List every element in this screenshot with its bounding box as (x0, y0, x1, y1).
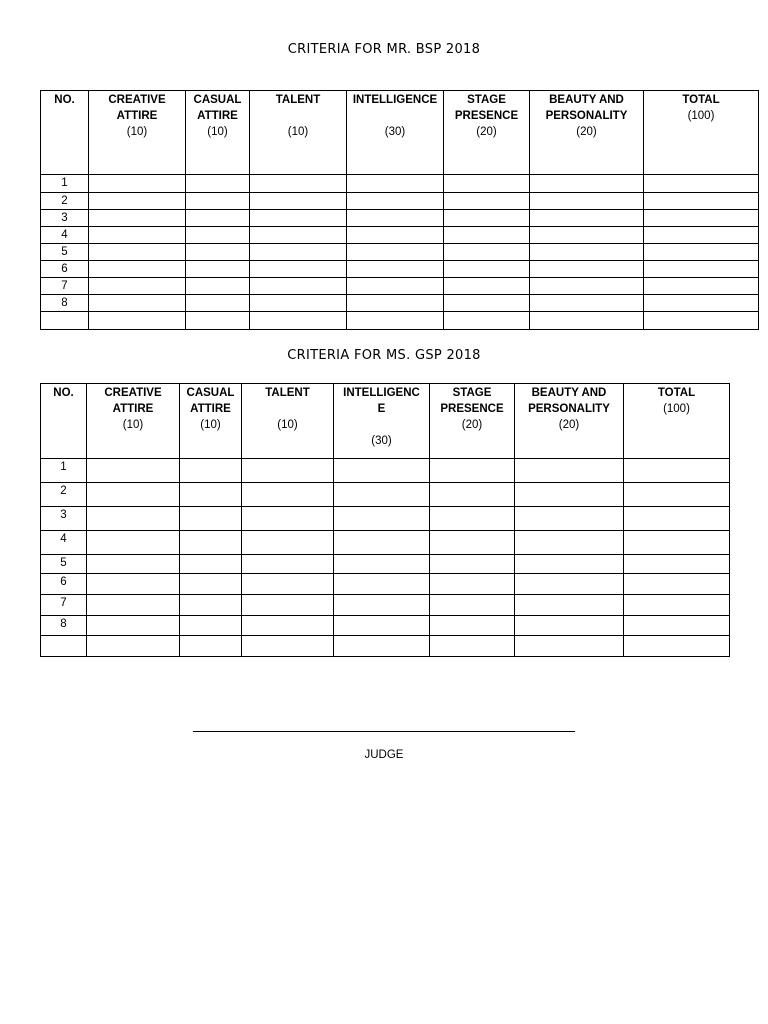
score-cell[interactable] (89, 295, 186, 312)
score-cell[interactable] (515, 483, 624, 507)
row-number: 2 (41, 193, 89, 210)
table-row (41, 278, 759, 295)
score-cell[interactable] (530, 295, 644, 312)
score-cell[interactable] (430, 595, 515, 616)
score-cell[interactable] (644, 312, 759, 330)
table-row (41, 595, 730, 616)
score-cell[interactable] (430, 531, 515, 555)
score-cell[interactable] (87, 555, 180, 574)
header-stage-presence: STAGE PRESENCE (20) (444, 91, 530, 175)
score-cell[interactable] (444, 193, 530, 210)
score-cell[interactable] (250, 312, 347, 330)
score-cell[interactable] (515, 507, 624, 531)
score-cell[interactable] (87, 459, 180, 483)
score-cell[interactable] (347, 261, 444, 278)
score-cell[interactable] (180, 507, 242, 531)
row-number: 5 (41, 555, 87, 574)
score-cell[interactable] (242, 555, 334, 574)
score-cell[interactable] (444, 244, 530, 261)
score-cell[interactable] (430, 507, 515, 531)
score-cell[interactable] (444, 312, 530, 330)
score-cell[interactable] (186, 312, 250, 330)
header-talent: TALENT (10) (250, 91, 347, 175)
score-cell[interactable] (347, 312, 444, 330)
score-cell[interactable] (530, 261, 644, 278)
score-cell[interactable] (644, 244, 759, 261)
score-cell[interactable] (87, 636, 180, 657)
score-cell[interactable] (89, 278, 186, 295)
score-cell[interactable] (530, 227, 644, 244)
score-cell[interactable] (515, 531, 624, 555)
score-cell[interactable] (624, 531, 730, 555)
score-cell[interactable] (242, 636, 334, 657)
judge-label: JUDGE (364, 749, 404, 761)
score-cell[interactable] (334, 507, 430, 531)
score-cell[interactable] (87, 595, 180, 616)
header-total: TOTAL (100) (624, 384, 730, 459)
score-cell[interactable] (186, 261, 250, 278)
header-stage-presence: STAGE PRESENCE (20) (430, 384, 515, 459)
score-cell[interactable] (186, 278, 250, 295)
header-intelligence: INTELLIGENCE (30) (347, 91, 444, 175)
row-number: 5 (41, 244, 89, 261)
score-cell[interactable] (89, 210, 186, 227)
row-number: 4 (41, 531, 87, 555)
score-cell[interactable] (180, 616, 242, 636)
header-no: NO. (41, 91, 89, 175)
score-cell[interactable] (444, 295, 530, 312)
header-total: TOTAL (100) (644, 91, 759, 175)
table-row (41, 244, 759, 261)
score-cell[interactable] (250, 261, 347, 278)
score-cell[interactable] (186, 210, 250, 227)
score-cell[interactable] (89, 175, 186, 193)
score-cell[interactable] (186, 295, 250, 312)
score-cell[interactable] (89, 193, 186, 210)
mr-score-table (40, 90, 759, 330)
score-cell[interactable] (87, 531, 180, 555)
score-cell[interactable] (347, 295, 444, 312)
score-cell[interactable] (334, 531, 430, 555)
score-cell[interactable] (87, 507, 180, 531)
row-number: 7 (41, 595, 87, 616)
table-row (41, 531, 730, 555)
row-number: 1 (41, 175, 89, 193)
score-cell[interactable] (430, 636, 515, 657)
signature-line (193, 731, 575, 732)
score-cell[interactable] (347, 278, 444, 295)
mr-section-title: CRITERIA FOR MR. BSP 2018 (287, 42, 481, 57)
score-cell[interactable] (430, 459, 515, 483)
score-cell[interactable] (515, 595, 624, 616)
score-cell[interactable] (430, 574, 515, 595)
table-header-row (41, 91, 759, 175)
score-cell[interactable] (530, 312, 644, 330)
score-cell[interactable] (89, 312, 186, 330)
score-cell[interactable] (347, 244, 444, 261)
row-number: 8 (41, 616, 87, 636)
score-cell[interactable] (89, 244, 186, 261)
score-cell[interactable] (644, 193, 759, 210)
header-intelligence: INTELLIGENC E (30) (334, 384, 430, 459)
score-cell[interactable] (530, 193, 644, 210)
score-cell[interactable] (624, 555, 730, 574)
score-cell[interactable] (624, 636, 730, 657)
header-beauty-personality: BEAUTY AND PERSONALITY (20) (515, 384, 624, 459)
score-cell[interactable] (180, 574, 242, 595)
score-cell[interactable] (624, 483, 730, 507)
score-cell[interactable] (250, 278, 347, 295)
score-cell[interactable] (515, 555, 624, 574)
row-number: 1 (41, 459, 87, 483)
header-casual-attire: CASUAL ATTIRE (10) (186, 91, 250, 175)
table-row (41, 507, 730, 531)
score-cell[interactable] (444, 175, 530, 193)
score-cell[interactable] (89, 261, 186, 278)
score-cell[interactable] (644, 227, 759, 244)
score-cell[interactable] (644, 175, 759, 193)
header-no: NO. (41, 384, 87, 459)
score-cell[interactable] (242, 531, 334, 555)
table-row (41, 616, 730, 636)
score-cell[interactable] (624, 507, 730, 531)
table-row (41, 227, 759, 244)
score-cell[interactable] (180, 483, 242, 507)
score-cell[interactable] (515, 574, 624, 595)
score-cell[interactable] (444, 278, 530, 295)
table-row (41, 459, 730, 483)
score-cell[interactable] (515, 459, 624, 483)
score-cell[interactable] (180, 531, 242, 555)
score-cell[interactable] (530, 278, 644, 295)
score-cell[interactable] (334, 574, 430, 595)
header-talent: TALENT (10) (242, 384, 334, 459)
score-cell[interactable] (347, 227, 444, 244)
table-row (41, 175, 759, 193)
score-cell[interactable] (347, 210, 444, 227)
table-row (41, 193, 759, 210)
score-cell[interactable] (334, 483, 430, 507)
row-number: 3 (41, 507, 87, 531)
score-cell[interactable] (250, 175, 347, 193)
row-number: 2 (41, 483, 87, 507)
table-row (41, 636, 730, 657)
score-cell[interactable] (444, 261, 530, 278)
score-cell[interactable] (444, 227, 530, 244)
score-cell[interactable] (347, 175, 444, 193)
header-beauty-personality: BEAUTY AND PERSONALITY (20) (530, 91, 644, 175)
score-cell[interactable] (624, 595, 730, 616)
score-cell[interactable] (624, 574, 730, 595)
table-row (41, 555, 730, 574)
score-cell[interactable] (186, 227, 250, 244)
table-header-row (41, 384, 730, 459)
score-cell[interactable] (444, 210, 530, 227)
score-cell[interactable] (624, 616, 730, 636)
row-number (41, 312, 89, 330)
score-cell[interactable] (87, 483, 180, 507)
score-cell[interactable] (530, 175, 644, 193)
table-row (41, 295, 759, 312)
score-cell[interactable] (87, 616, 180, 636)
score-cell[interactable] (242, 507, 334, 531)
score-cell[interactable] (515, 616, 624, 636)
score-cell[interactable] (87, 574, 180, 595)
table-row (41, 210, 759, 227)
score-cell[interactable] (334, 636, 430, 657)
score-cell[interactable] (250, 244, 347, 261)
header-creative-attire: CREATIVE ATTIRE (10) (87, 384, 180, 459)
table-row (41, 574, 730, 595)
score-cell[interactable] (334, 555, 430, 574)
table-row (41, 312, 759, 330)
score-cell[interactable] (334, 459, 430, 483)
row-number (41, 636, 87, 657)
score-cell[interactable] (530, 244, 644, 261)
score-cell[interactable] (644, 261, 759, 278)
row-number: 8 (41, 295, 89, 312)
score-cell[interactable] (242, 595, 334, 616)
score-cell[interactable] (180, 459, 242, 483)
score-cell[interactable] (530, 210, 644, 227)
row-number: 6 (41, 574, 87, 595)
row-number: 7 (41, 278, 89, 295)
score-cell[interactable] (242, 574, 334, 595)
score-cell[interactable] (242, 459, 334, 483)
score-cell[interactable] (89, 227, 186, 244)
score-cell[interactable] (644, 210, 759, 227)
score-cell[interactable] (180, 595, 242, 616)
score-cell[interactable] (334, 616, 430, 636)
header-casual-attire: CASUAL ATTIRE (10) (180, 384, 242, 459)
ms-section-title: CRITERIA FOR MS. GSP 2018 (287, 348, 481, 363)
score-cell[interactable] (250, 193, 347, 210)
ms-score-table (40, 383, 730, 657)
header-creative-attire: CREATIVE ATTIRE (10) (89, 91, 186, 175)
score-cell[interactable] (624, 459, 730, 483)
table-row (41, 261, 759, 278)
score-cell[interactable] (430, 555, 515, 574)
score-cell[interactable] (644, 295, 759, 312)
score-cell[interactable] (180, 555, 242, 574)
score-cell[interactable] (242, 483, 334, 507)
score-cell[interactable] (180, 636, 242, 657)
score-cell[interactable] (430, 483, 515, 507)
score-cell[interactable] (644, 278, 759, 295)
score-cell[interactable] (186, 193, 250, 210)
score-cell[interactable] (515, 636, 624, 657)
score-cell[interactable] (186, 244, 250, 261)
score-cell[interactable] (242, 616, 334, 636)
score-cell[interactable] (347, 193, 444, 210)
score-cell[interactable] (334, 595, 430, 616)
score-cell[interactable] (250, 227, 347, 244)
score-cell[interactable] (186, 175, 250, 193)
score-cell[interactable] (430, 616, 515, 636)
row-number: 6 (41, 261, 89, 278)
score-cell[interactable] (250, 295, 347, 312)
score-cell[interactable] (250, 210, 347, 227)
table-row (41, 483, 730, 507)
row-number: 3 (41, 210, 89, 227)
row-number: 4 (41, 227, 89, 244)
